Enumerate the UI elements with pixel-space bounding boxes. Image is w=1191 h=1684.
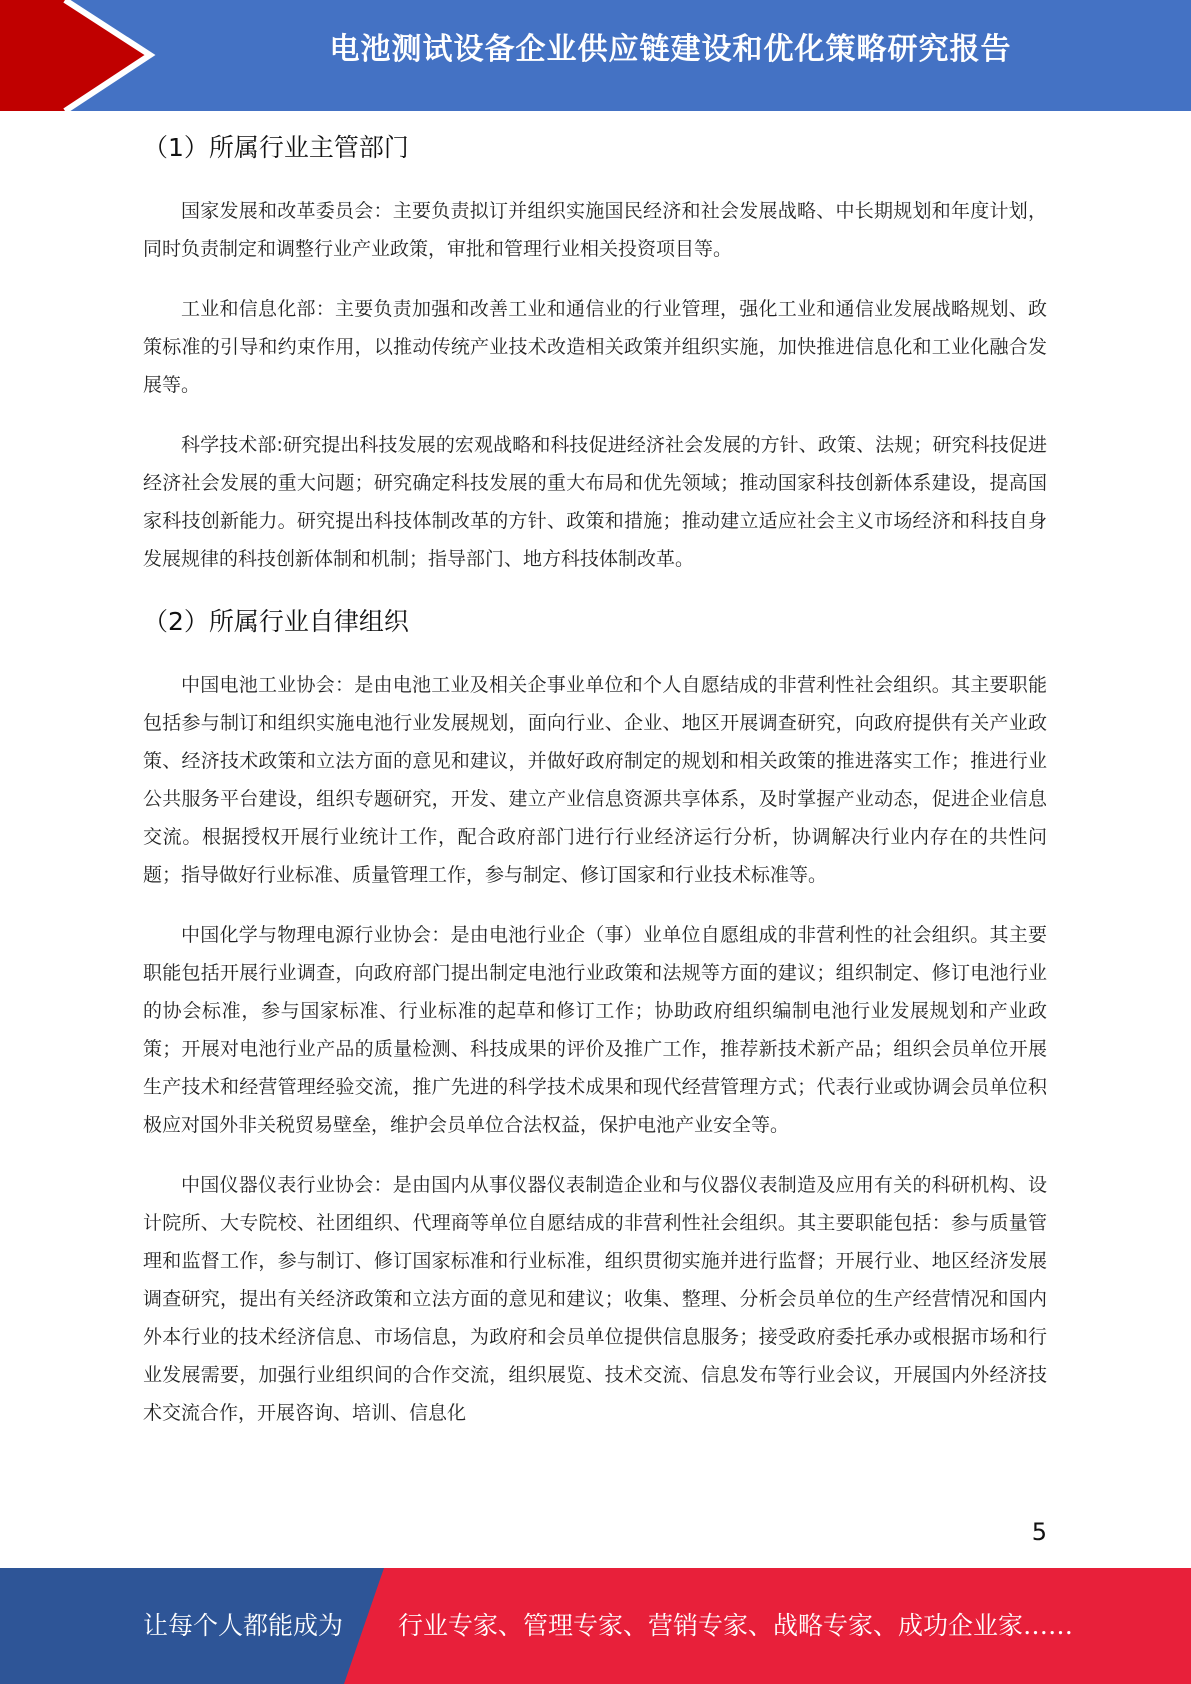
paragraph-ndrc: 国家发展和改革委员会：主要负责拟订并组织实施国民经济和社会发展战略、中长期规划和年度计划，同时负责制定和调整行业产业政策，审批和管理行业相关投资项目等。 (143, 200, 1047, 260)
paragraph-instrument-association: 中国仪器仪表行业协会：是由国内从事仪器仪表制造企业和与仪器仪表制造及应用有关的科研机构、设计院所、大专院校、社团组织、代理商等单位自愿结成的非营利性社会组织。其主要职能包括：参与质量管理和监督工作，参与制订、修订国家标准和行业标准，组织贯彻实施并进行监督；开展行业、地区经济发展调查研究，提出有关经济政策和立法方面的意见和建议；收集、整理、分析会员单位的生产经营情况和国内外本行业的技术经济信息、市场信息，为政府和会员单位提供信息服务；接受政府委托承办或根据市场和行业发展需要，加强行业组织间的合作交流，组织展览、技术交流、信息发布等行业会议，开展国内外经济技术交流合作，开展咨询、培训、信息化 (143, 1174, 1047, 1424)
paragraph-power-source-association: 中国化学与物理电源行业协会：是由电池行业企（事）业单位自愿组成的非营利性的社会组织。其主要职能包括开展行业调查，向政府部门提出制定电池行业政策和法规等方面的建议；组织制定、修订电池行业的协会标准，参与国家标准、行业标准的起草和修订工作；协助政府组织编制电池行业发展规划和产业政策；开展对电池行业产品的质量检测、科技成果的评价及推广工作，推荐新技术新产品；组织会员单位开展生产技术和经营管理经验交流，推广先进的科学技术成果和现代经营管理方式；代表行业或协调会员单位积极应对国外非关税贸易壁垒，维护会员单位合法权益，保护电池产业安全等。 (143, 924, 1047, 1136)
section-heading-associations: （2）所属行业自律组织 (143, 607, 409, 636)
footer-slogan-left: 让每个人都能成为 (143, 1611, 344, 1640)
page-number: 5 (1031, 1518, 1047, 1546)
document-body (143, 126, 1047, 1454)
report-title: 电池测试设备企业供应链建设和优化策略研究报告 (329, 32, 1012, 67)
footer-slogan-right: 行业专家、管理专家、营销专家、战略专家、成功企业家…… (398, 1611, 1074, 1640)
page-footer (0, 1568, 1191, 1684)
page-header (0, 0, 1191, 111)
section-heading-authorities: （1）所属行业主管部门 (143, 133, 409, 162)
paragraph-battery-association: 中国电池工业协会：是由电池工业及相关企事业单位和个人自愿结成的非营利性社会组织。其主要职能包括参与制订和组织实施电池行业发展规划，面向行业、企业、地区开展调查研究，向政府提供有关产业政策、经济技术政策和立法方面的意见和建议，并做好政府制定的规划和相关政策的推进落实工作；推进行业公共服务平台建设，组织专题研究，开发、建立产业信息资源共享体系，及时掌握产业动态，促进企业信息交流。根据授权开展行业统计工作，配合政府部门进行行业经济运行分析，协调解决行业内存在的共性问题；指导做好行业标准、质量管理工作，参与制定、修订国家和行业技术标准等。 (143, 674, 1047, 886)
paragraph-miit: 工业和信息化部：主要负责加强和改善工业和通信业的行业管理，强化工业和通信业发展战略规划、政策标准的引导和约束作用，以推动传统产业技术改造相关政策并组织实施，加快推进信息化和工业化融合发展等。 (143, 298, 1047, 396)
paragraph-most: 科学技术部:研究提出科技发展的宏观战略和科技促进经济社会发展的方针、政策、法规；研究科技促进经济社会发展的重大问题；研究确定科技发展的重大布局和优先领域；推动国家科技创新体系建设，提高国家科技创新能力。研究提出科技体制改革的方针、政策和措施；推动建立适应社会主义市场经济和科技自身发展规律的科技创新体制和机制；指导部门、地方科技体制改革。 (143, 434, 1047, 570)
